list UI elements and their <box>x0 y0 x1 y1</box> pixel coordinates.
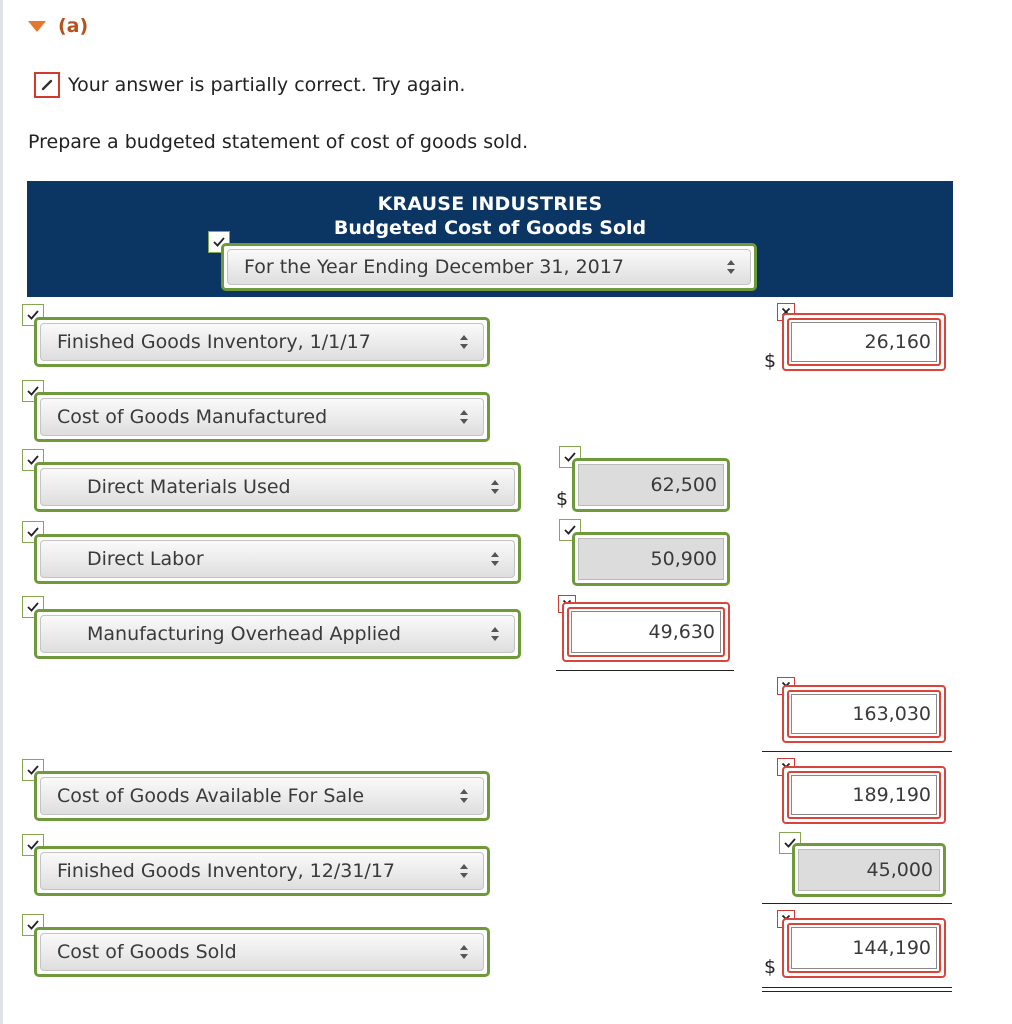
line-item-select[interactable] <box>34 392 490 442</box>
updown-arrows-icon <box>459 334 469 350</box>
pencil-icon <box>34 72 60 98</box>
company-name: KRAUSE INDUSTRIES <box>377 193 603 215</box>
line-item-select[interactable] <box>34 534 521 584</box>
amount-value: 26,160 <box>791 322 937 362</box>
amount-input[interactable] <box>792 843 946 897</box>
amount-value: 49,630 <box>571 611 721 653</box>
feedback-text: Your answer is partially correct. Try again. <box>68 74 466 96</box>
select-value: Finished Goods Inventory, 1/1/17 <box>57 331 371 353</box>
triangle-down-icon <box>28 21 46 32</box>
subtotal-rule <box>556 670 734 671</box>
updown-arrows-icon <box>726 259 736 275</box>
subtotal-rule <box>762 751 952 752</box>
dollar-sign: $ <box>556 488 569 510</box>
updown-arrows-icon <box>459 944 469 960</box>
amount-input[interactable] <box>782 766 946 824</box>
select-value: Cost of Goods Available For Sale <box>57 785 365 807</box>
amount-input[interactable] <box>562 602 730 662</box>
select-value: Finished Goods Inventory, 12/31/17 <box>57 860 396 882</box>
line-item-select[interactable] <box>34 771 490 821</box>
total-double-rule <box>762 987 952 992</box>
statement-title: Budgeted Cost of Goods Sold <box>333 217 647 239</box>
amount-input[interactable] <box>782 313 946 371</box>
amount-value: 45,000 <box>798 849 940 891</box>
amount-input[interactable] <box>782 685 946 743</box>
amount-input[interactable] <box>572 458 730 512</box>
updown-arrows-icon <box>490 479 500 495</box>
amount-value: 189,190 <box>791 775 937 815</box>
line-item-select[interactable] <box>34 317 490 367</box>
select-value: Direct Materials Used <box>87 476 291 498</box>
amount-value: 62,500 <box>578 464 724 506</box>
updown-arrows-icon <box>459 863 469 879</box>
subtotal-rule <box>762 903 952 904</box>
period-select[interactable] <box>221 243 757 291</box>
line-item-select[interactable] <box>34 846 490 896</box>
dollar-sign: $ <box>764 350 777 372</box>
amount-value: 50,900 <box>578 538 724 580</box>
section-title: (a) <box>58 15 89 37</box>
line-item-select[interactable] <box>34 927 490 977</box>
updown-arrows-icon <box>490 551 500 567</box>
left-border <box>0 0 3 1024</box>
select-value: Manufacturing Overhead Applied <box>87 623 401 645</box>
feedback-message <box>34 72 465 98</box>
select-value: For the Year Ending December 31, 2017 <box>244 256 624 278</box>
updown-arrows-icon <box>459 788 469 804</box>
select-value: Cost of Goods Sold <box>57 941 237 963</box>
amount-input[interactable] <box>782 918 946 978</box>
line-item-select[interactable] <box>34 462 521 512</box>
amount-input[interactable] <box>572 532 730 586</box>
dollar-sign: $ <box>764 956 777 978</box>
amount-value: 144,190 <box>791 927 937 969</box>
select-value: Cost of Goods Manufactured <box>57 406 328 428</box>
line-item-select[interactable] <box>34 609 521 659</box>
updown-arrows-icon <box>459 409 469 425</box>
amount-value: 163,030 <box>791 694 937 734</box>
instruction-text: Prepare a budgeted statement of cost of goods sold. <box>28 131 529 153</box>
select-value: Direct Labor <box>87 548 204 570</box>
section-toggle[interactable] <box>28 14 88 38</box>
updown-arrows-icon <box>490 626 500 642</box>
